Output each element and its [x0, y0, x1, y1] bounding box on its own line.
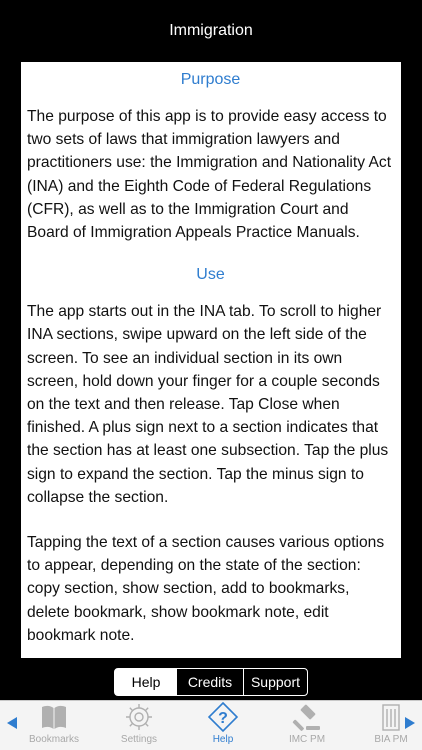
use-heading: Use: [196, 266, 225, 284]
tab-bookmarks[interactable]: [23, 702, 85, 748]
segment-credits[interactable]: Credits: [177, 668, 244, 696]
tab-label: Settings: [120, 734, 158, 745]
svg-text:?: ?: [218, 710, 228, 727]
segmented-control: [0, 664, 422, 700]
tab-settings[interactable]: [108, 702, 170, 748]
purpose-paragraph: The purpose of this app is to provide easy access to two sets of laws that immigration lawyers and practitioners use: the Immigration and Nationality Act (INA) and the Eighth Code of Federal Regulations (CFR), as well as to the Immigration Court and Board of Immigration Appeals Practice Manuals.: [27, 108, 392, 242]
gavel-icon: [292, 702, 322, 732]
use-paragraph-2: Tapping the text of a section causes various options to appear, depending on the state of the section: copy section, show section, add to bookmarks, delete bookmark, show bookmark note, edit bookmark note.: [27, 534, 385, 644]
tab-label: BIA PM: [374, 734, 408, 745]
help-icon: [208, 702, 238, 732]
use-paragraph: The app starts out in the INA tab. To scroll to higher INA sections, swipe upward on the left side of the screen. To see an individual section in its own screen, hold down your finger for a couple seconds on the text and then release. Tap Close when finished. A plus sign next to a section indicates that the section has at least one subsection. Tap the plus sign to expand the section. Tap the minus sign to collapse the section.: [27, 303, 389, 506]
book-icon: [39, 702, 69, 732]
scroll-right-arrow-icon[interactable]: [404, 716, 416, 730]
segment-support[interactable]: Support: [243, 668, 308, 696]
tab-label: Bookmarks: [28, 734, 79, 745]
tab-imc-pm[interactable]: [276, 702, 338, 748]
help-content[interactable]: [21, 62, 401, 658]
gear-icon: [124, 702, 154, 732]
tab-label: Help: [212, 734, 234, 745]
purpose-heading: Purpose: [180, 71, 241, 88]
scroll-left-arrow-icon[interactable]: [6, 716, 18, 730]
tab-label: IMC PM: [288, 734, 326, 745]
segment-help[interactable]: Help: [114, 668, 178, 696]
tab-help[interactable]: [192, 702, 254, 748]
nav-title: Immigration: [169, 22, 253, 39]
courthouse-icon: [376, 702, 406, 732]
